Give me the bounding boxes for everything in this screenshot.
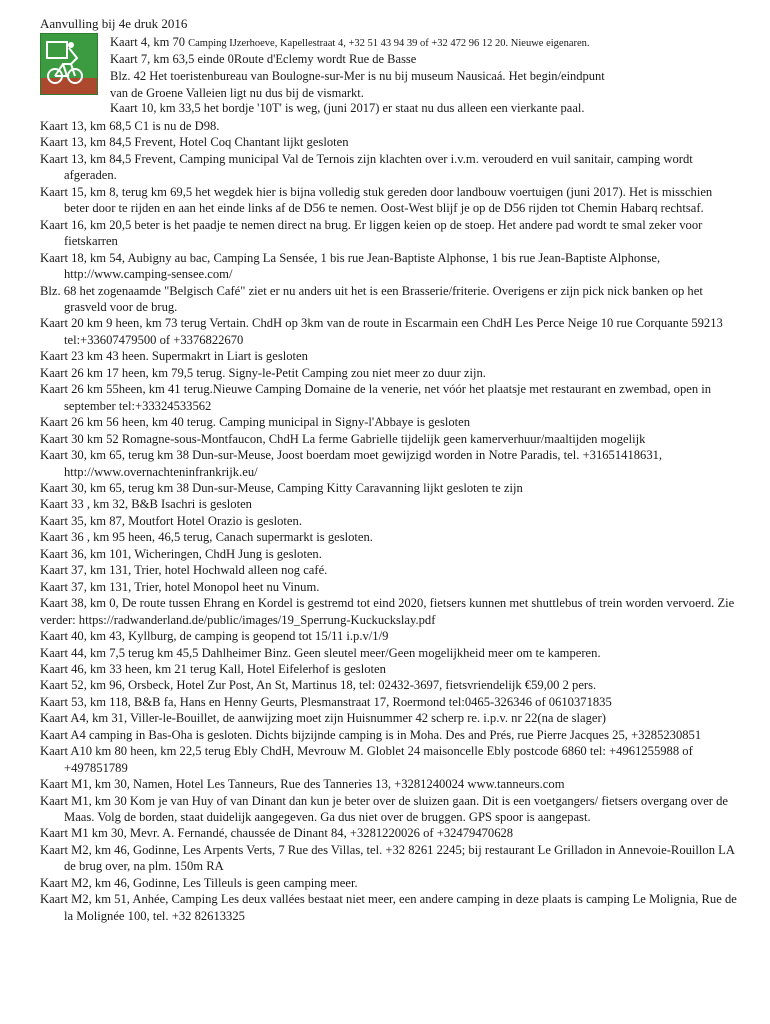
header-line-blz42: Blz. 42 Het toeristenbureau van Boulogne-sur-Mer is nu bij museum Nausicaá. Het begin/eindpunt bbox=[110, 69, 605, 83]
list-item: Kaart 35, km 87, Moutfort Hotel Orazio is gesloten. bbox=[40, 513, 302, 528]
list-item: Kaart A4 camping in Bas-Oha is gesloten. Dichts bijzijnde camping is in Moha. Des and Prés, rue Pierre Jacques 25, +3285230851 bbox=[40, 727, 702, 742]
list-item: Kaart 44, km 7,5 terug km 45,5 Dahlheimer Binz. Geen sleutel meer/Geen mogelijkheid meer om te kamperen. bbox=[40, 645, 601, 660]
list-item: Kaart M2, km 46, Godinne, Les Tilleuls is geen camping meer. bbox=[40, 875, 358, 890]
list-item: Kaart 30, km 65, terug km 38 Dun-sur-Meuse, Joost boerdam moet gewijzigd worden in Notre Paradis, tel. +31651418631, http://www.overnachteninfrankrijk.eu/ bbox=[40, 448, 663, 479]
list-item: Kaart 38, km 0, De route tussen Ehrang en Kordel is gestremd tot eind 2020, fietsers kunnen met shuttlebus of trein worden vervoerd. Zie verder: https://radwanderland.de/public/images/19_Sperrung-Kuckuckslay.pdf bbox=[40, 596, 735, 627]
list-item: Kaart 16, km 20,5 beter is het paadje te nemen direct na brug. Er liggen keien op de stoep. Het andere pad wordt te smal zeker voor fietskarren bbox=[40, 217, 703, 249]
list-item: Kaart 26 km 55heen, km 41 terug.Nieuwe Camping Domaine de la venerie, net vóór het plaatsje met restaurant en zwembad, open in september tel:+33324533562 bbox=[40, 382, 712, 413]
list-item: Kaart M2, km 51, Anhée, Camping Les deux vallées bestaat niet meer, een andere camping in deze plaats is camping Le Molignia, Rue de la Molignée 100, tel. +32 82613325 bbox=[40, 892, 737, 923]
entries-list bbox=[40, 118, 740, 924]
header-line-blz42-cont: van de Groene Valleien ligt nu dus bij de vismarkt. bbox=[110, 86, 364, 100]
header-block bbox=[40, 32, 740, 100]
list-item: Kaart A10 km 80 heen, km 22,5 terug Ebly ChdH, Mevrouw M. Globlet 24 maisoncelle Ebly postcode 6860 tel: +4961255988 of +497851789 bbox=[40, 744, 693, 775]
list-item: Kaart 40, km 43, Kyllburg, de camping is geopend tot 15/11 i.p.v/1/9 bbox=[40, 629, 389, 644]
list-item: Kaart 36 , km 95 heen, 46,5 terug, Canach supermarkt is gesloten. bbox=[40, 530, 373, 545]
list-item: Kaart A4, km 31, Viller-le-Bouillet, de aanwijzing moet zijn Huisnummer 42 scherp re. i.p.v. nr 22(na de slager) bbox=[40, 711, 606, 726]
list-item: Blz. 68 het zogenaamde "Belgisch Café" ziet er nu anders uit het is een Brasserie/friterie. Overigens er zijn pick nick banken op het grasveld voor de brug. bbox=[40, 283, 703, 314]
list-item: Kaart 18, km 54, Aubigny au bac, Camping La Sensée, 1 bis rue Jean-Baptiste Alphonse, 1 bis rue Jean-Baptiste Alphonse, http://www.camping-sensee.com/ bbox=[40, 250, 661, 282]
list-item: Kaart 13, km 84,5 Frevent, Camping municipal Val de Ternois zijn klachten over i.v.m. verouderd en vuil sanitair, camping wordt afgeraden. bbox=[40, 151, 693, 183]
list-item: Kaart 13, km 68,5 C1 is nu de D98. bbox=[40, 119, 220, 133]
list-item: Kaart 13, km 84,5 Frevent, Hotel Coq Chantant lijkt gesloten bbox=[40, 135, 349, 150]
list-item: Kaart 52, km 96, Orsbeck, Hotel Zur Post, An St, Martinus 18, tel: 02432-3697, fietsvriendelijk €59,00 2 pers. bbox=[40, 678, 597, 693]
list-item: Kaart M1 km 30, Mevr. A. Fernandé, chaussée de Dinant 84, +3281220026 of +32479470628 bbox=[40, 826, 514, 841]
header-line-kaart4 bbox=[110, 34, 590, 52]
kaart4-prefix: Kaart 4, km 70 bbox=[110, 35, 189, 49]
kaart4-details: Camping IJzerhoeve, Kapellestraat 4, +32 51 43 94 39 of +32 472 96 12 20. Nieuwe eigenaren. bbox=[188, 38, 590, 49]
list-item: Kaart M1, km 30 Kom je van Huy of van Dinant dan kun je beter over de sluizen gaan. Dit is een voetgangers/ fietsers overgang over de Maas. Volg de borden, staat duidelijk aangegeven. Ga dus niet over de bruggen. GPS spoor is aangepast. bbox=[40, 793, 729, 825]
list-item: Kaart 23 km 43 heen. Supermakrt in Liart is gesloten bbox=[40, 349, 308, 364]
list-item: Kaart 37, km 131, Trier, hotel Hochwald alleen nog café. bbox=[40, 563, 328, 578]
list-item: Kaart 53, km 118, B&B fa, Hans en Henny Geurts, Plesmanstraat 17, Roermond tel:0465-326346 of 0610371835 bbox=[40, 694, 612, 709]
list-item: Kaart 15, km 8, terug km 69,5 het wegdek hier is bijna volledig stuk gereden door landbouw voertuigen (juni 2017). Het is misschien beter door te rijden en aan het einde links af de D56 te nemen. Oost-West blijf je op de D56 rijden tot Chemin Habarq rechtsaf. bbox=[40, 184, 713, 216]
list-item: Kaart 30, km 65, terug km 38 Dun-sur-Meuse, Camping Kitty Caravanning lijkt gesloten te zijn bbox=[40, 480, 523, 495]
document-page bbox=[40, 15, 740, 924]
cycling-route-logo bbox=[40, 33, 98, 95]
list-item: Kaart 20 km 9 heen, km 73 terug Vertain. ChdH op 3km van de route in Escarmain een ChdH Les Perce Neige 10 rue Corquante 59213 tel:+33607479500 of +3376822670 bbox=[40, 316, 723, 347]
header-line-kaart10: Kaart 10, km 33,5 het bordje '10T' is weg, (juni 2017) er staat nu dus alleen een vierkante paal. bbox=[110, 101, 585, 115]
list-item: Kaart 37, km 131, Trier, hotel Monopol heet nu Vinum. bbox=[40, 579, 320, 594]
list-item: Kaart 33 , km 32, B&B Isachri is gesloten bbox=[40, 497, 252, 512]
header-line-kaart7: Kaart 7, km 63,5 einde 0Route d'Eclemy wordt Rue de Basse bbox=[110, 52, 417, 66]
list-item: Kaart 46, km 33 heen, km 21 terug Kall, Hotel Eifelerhof is gesloten bbox=[40, 661, 386, 676]
list-item: Kaart 36, km 101, Wicheringen, ChdH Jung is gesloten. bbox=[40, 546, 322, 561]
bicycle-icon bbox=[41, 34, 97, 94]
list-item: Kaart M2, km 46, Godinne, Les Arpents Verts, 7 Rue des Villas, tel. +32 8261 2245; bij restaurant Le Grilladon in Annevoie-Rouillon LA de brug over, na plm. 150m RA bbox=[40, 842, 735, 874]
list-item: Kaart 26 km 56 heen, km 40 terug. Camping municipal in Signy-l'Abbaye is gesloten bbox=[40, 415, 471, 430]
list-item: Kaart 26 km 17 heen, km 79,5 terug. Signy-le-Petit Camping zou niet meer zo duur zijn. bbox=[40, 365, 486, 380]
list-item: Kaart M1, km 30, Namen, Hotel Les Tanneurs, Rue des Tanneries 13, +3281240024 www.tanneurs.com bbox=[40, 777, 565, 792]
list-item: Kaart 30 km 52 Romagne-sous-Montfaucon, ChdH La ferme Gabrielle tijdelijk geen kamerverhuur/maaltijden mogelijk bbox=[40, 431, 646, 446]
document-title: Aanvulling bij 4e druk 2016 bbox=[40, 16, 188, 31]
